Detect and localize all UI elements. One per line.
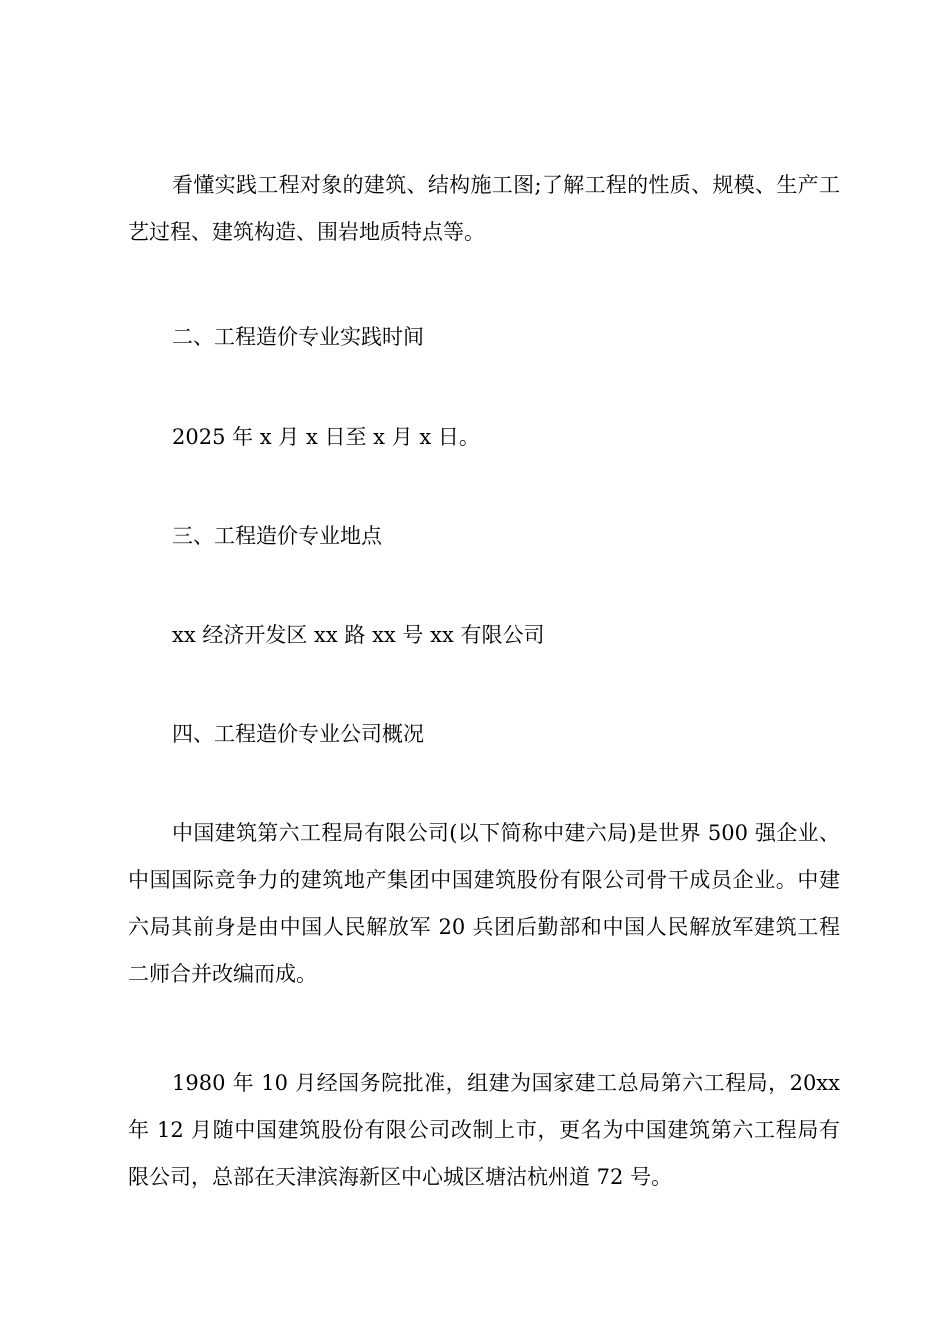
paragraph-practice-dates: 2025 年 x 月 x 日至 x 月 x 日。 xyxy=(172,425,480,449)
section-heading-company-overview: 四、工程造价专业公司概况 xyxy=(172,722,424,746)
paragraph-intro: 看懂实践工程对象的建筑、结构施工图;了解工程的性质、规模、生产工艺过程、建筑构造、围岩地质特点等。 xyxy=(128,173,840,244)
paragraph-location-address: xx 经济开发区 xx 路 xx 号 xx 有限公司 xyxy=(172,623,545,647)
section-heading-practice-time: 二、工程造价专业实践时间 xyxy=(172,325,424,349)
paragraph-company-overview-1: 中国建筑第六工程局有限公司(以下简称中建六局)是世界 500 强企业、中国国际竞争力的建筑地产集团中国建筑股份有限公司骨干成员企业。中建六局其前身是由中国人民解放军 20 兵团后勤部和中国人民解放军建筑工程二师合并改编而成。 xyxy=(128,821,840,986)
paragraph-company-overview-2: 1980 年 10 月经国务院批准，组建为国家建工总局第六工程局，20xx 年 12 月随中国建筑股份有限公司改制上市，更名为中国建筑第六工程局有限公司，总部在天津滨海新区中心城区塘沽杭州道 72 号。 xyxy=(128,1071,840,1189)
section-heading-location: 三、工程造价专业地点 xyxy=(172,524,382,548)
